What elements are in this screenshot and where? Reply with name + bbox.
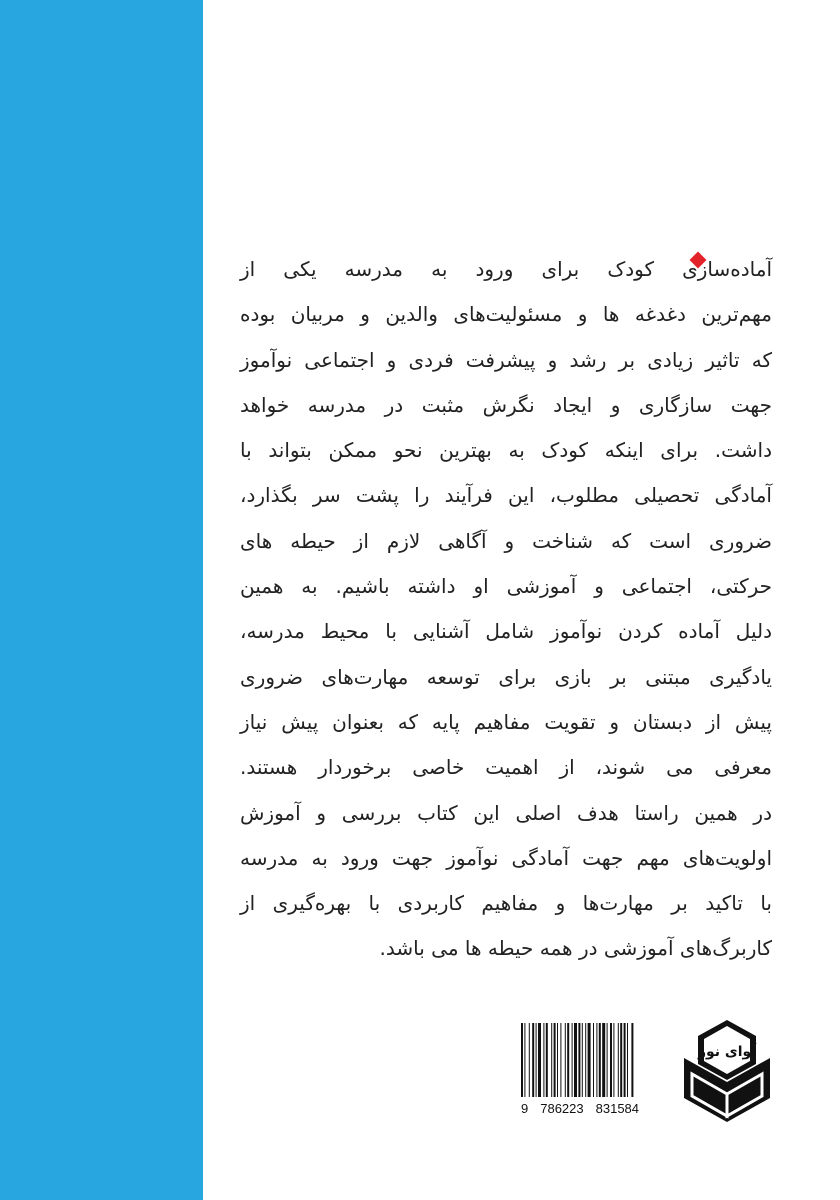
isbn-digit-group: 9 <box>521 1101 529 1116</box>
isbn-barcode-digits <box>521 1101 671 1117</box>
isbn-digit-group: 831584 <box>595 1101 640 1116</box>
publisher-logo-text: آوای نور <box>697 1044 757 1060</box>
blurb-line: ضروری است که شناخت و آگاهی لازم از حیطه های <box>240 528 772 553</box>
blurb-line: حرکتی، اجتماعی و آموزشی او داشته باشیم. به همین <box>240 574 772 599</box>
blurb-line: اولویت‌های مهم جهت آمادگی نوآموز جهت ورود به مدرسه <box>240 845 772 870</box>
blurb-line: دلیل آماده کردن نوآموز شامل آشنایی با محیط مدرسه، <box>240 619 772 644</box>
book-logo-icon <box>680 1018 774 1124</box>
blurb-line: مهم‌ترین دغدغه ها و مسئولیت‌های والدین و مربیان بوده <box>240 302 772 327</box>
blurb-line: که تاثیر زیادی بر رشد و پیشرفت فردی و اجتماعی نوآموز <box>240 347 772 372</box>
blurb-line: معرفی می شوند، از اهمیت خاصی برخوردار هستند. <box>240 755 772 780</box>
blurb-line: آمادگی تحصیلی مطلوب، این فرآیند را پشت سر بگذارد، <box>240 483 772 508</box>
isbn-barcode <box>519 1021 662 1099</box>
blurb-line: یادگیری مبتنی بر بازی برای توسعه مهارت‌های ضروری <box>240 664 772 689</box>
blurb-line: جهت سازگاری و ایجاد نگرش مثبت در مدرسه خواهد <box>240 392 772 417</box>
blurb-line: پیش از دبستان و تقویت مفاهیم پایه که بعنوان پیش نیاز <box>240 709 772 734</box>
blurb-line: آماده‌سازی کودک برای ورود به مدرسه یکی از <box>240 257 772 281</box>
book-spine-band <box>0 0 203 1200</box>
blurb-line: داشت. برای اینکه کودک به بهترین نحو ممکن بتواند با <box>240 438 772 463</box>
barcode-bars <box>519 1021 662 1099</box>
back-cover-blurb <box>240 247 772 972</box>
isbn-digit-group: 786223 <box>540 1101 584 1116</box>
blurb-line: با تاکید بر مهارت‌ها و مفاهیم کاربردی با بهره‌گیری از <box>240 891 772 916</box>
blurb-line: کاربرگ‌های آموزشی در همه حیطه ها می باشد. <box>379 936 772 961</box>
blurb-line: در همین راستا هدف اصلی این کتاب بررسی و آموزش <box>240 800 772 825</box>
